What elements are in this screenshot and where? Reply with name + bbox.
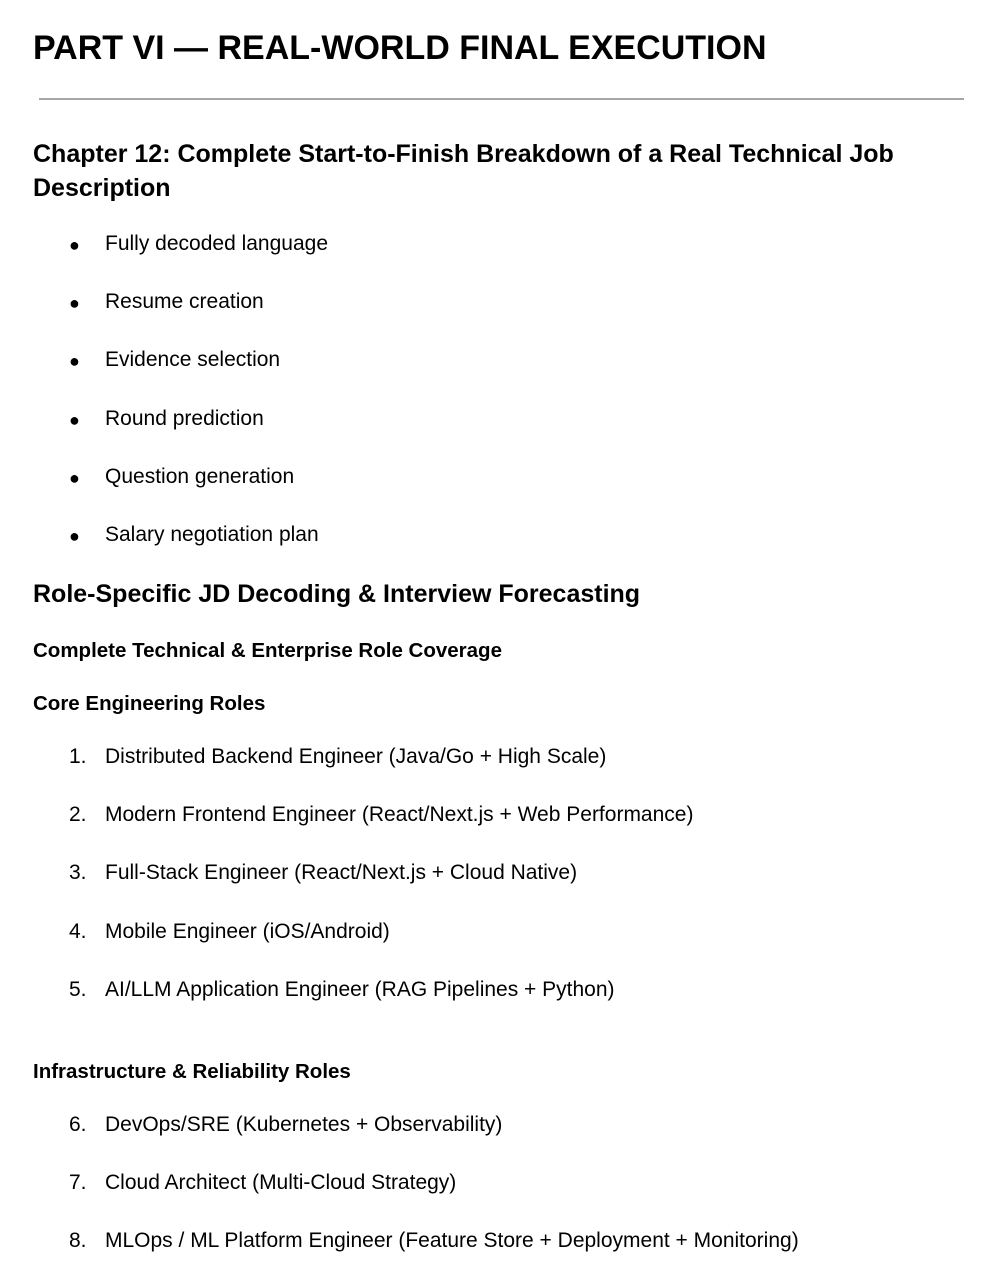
- list-number: 4.: [69, 919, 87, 943]
- bullet-marker: ●: [69, 235, 80, 255]
- list-item-text: Mobile Engineer (iOS/Android): [105, 919, 390, 943]
- list-item-text: AI/LLM Application Engineer (RAG Pipelines + Python): [105, 977, 615, 1001]
- list-number: 3.: [69, 861, 87, 885]
- list-item-text: Full-Stack Engineer (React/Next.js + Cloud Native): [105, 861, 578, 885]
- list-item-text: Resume creation: [105, 290, 264, 314]
- core-roles-heading: Core Engineering Roles: [33, 692, 266, 715]
- chapter-title: Chapter 12: Complete Start-to-Finish Breakdown of a Real Technical Job Description: [33, 140, 894, 202]
- bullet-marker: ●: [69, 409, 80, 430]
- list-item-text: Question generation: [105, 464, 295, 488]
- list-number: 8.: [69, 1229, 87, 1253]
- list-item-text: DevOps/SRE (Kubernetes + Observability): [105, 1113, 503, 1136]
- list-item-text: Fully decoded language: [105, 232, 329, 255]
- part-title: PART VI — REAL-WORLD FINAL EXECUTION: [33, 29, 767, 67]
- bullet-marker: ●: [69, 467, 80, 488]
- list-item-text: Salary negotiation plan: [105, 522, 319, 546]
- list-number: 1.: [69, 745, 87, 768]
- coverage-heading: Complete Technical & Enterprise Role Coverage: [33, 639, 502, 662]
- list-number: 7.: [69, 1171, 87, 1195]
- list-number: 2.: [69, 803, 87, 827]
- list-item-text: MLOps / ML Platform Engineer (Feature Store + Deployment + Monitoring): [105, 1229, 799, 1253]
- bullet-marker: ●: [69, 293, 80, 314]
- list-item-text: Distributed Backend Engineer (Java/Go + High Scale): [105, 745, 607, 768]
- list-number: 6.: [69, 1113, 87, 1136]
- list-number: 5.: [69, 977, 87, 1001]
- bullet-marker: ●: [69, 525, 80, 546]
- infra-roles-heading: Infrastructure & Reliability Roles: [33, 1060, 351, 1083]
- list-item-text: Modern Frontend Engineer (React/Next.js + Web Performance): [105, 803, 694, 827]
- list-item-text: Cloud Architect (Multi-Cloud Strategy): [105, 1171, 457, 1195]
- horizontal-divider: [39, 98, 964, 100]
- bullet-marker: ●: [69, 351, 80, 372]
- list-item-text: Evidence selection: [105, 348, 281, 372]
- section-title: Role-Specific JD Decoding & Interview Forecasting: [33, 580, 641, 608]
- list-item-text: Round prediction: [105, 406, 264, 430]
